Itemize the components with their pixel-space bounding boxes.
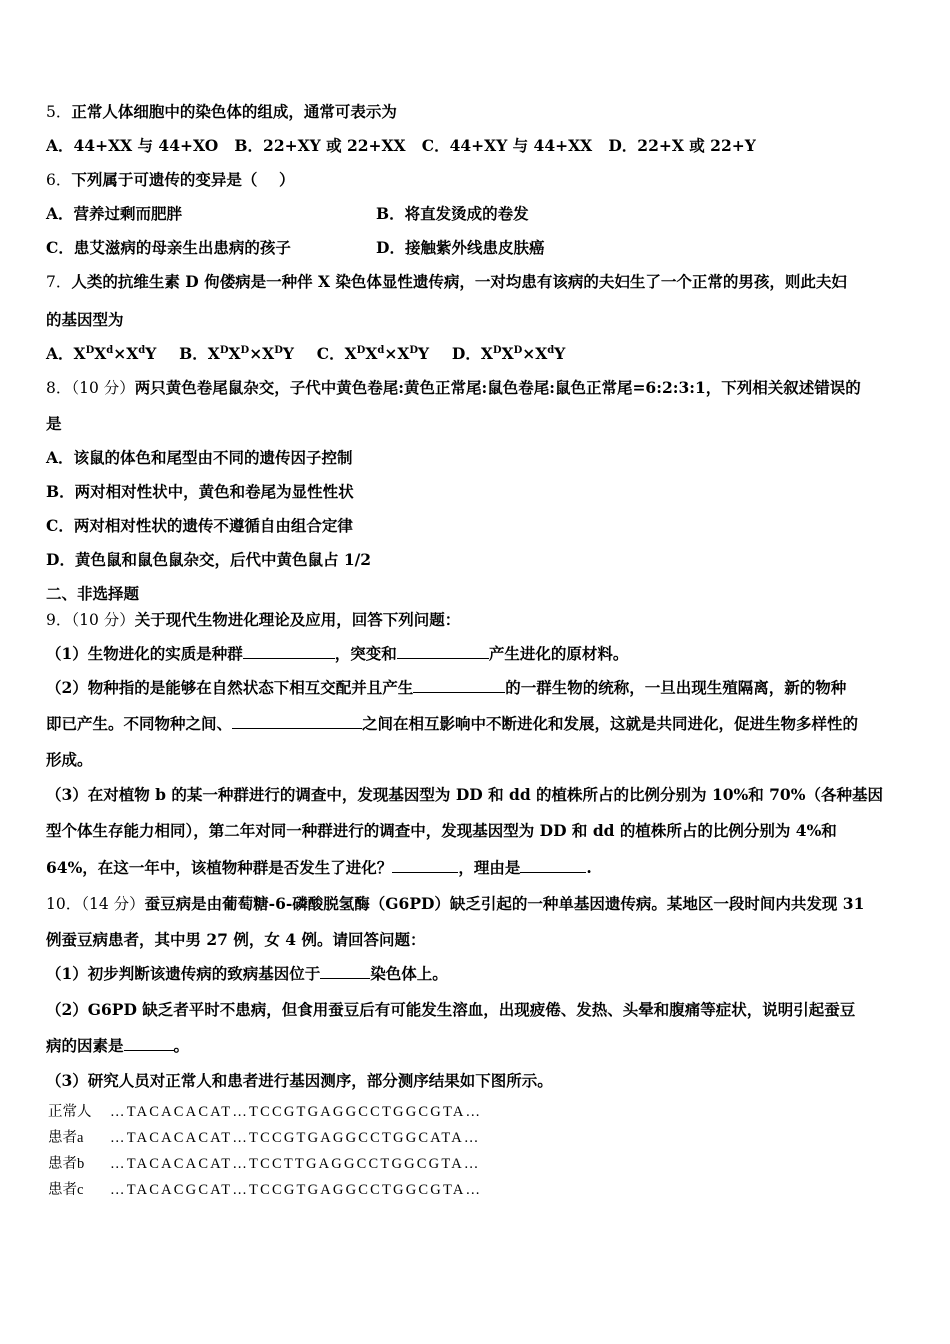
q7-option-c: C．$X^DX^d\times X^DY$	[316, 344, 430, 363]
sequence-text: …TACACACAT…TCCGTGAGGCCTGGCGTA…	[110, 1104, 483, 1120]
sequence-row	[48, 1102, 482, 1122]
q9-stem-text: 关于现代生物进化理论及应用，回答下列问题：	[134, 610, 461, 629]
q5-stem-text: 正常人体细胞中的染色体的组成，通常可表示为	[71, 102, 397, 121]
q9-part1: （1）生物进化的实质是种群 ，突变和 产生进化的原材料。	[46, 644, 629, 663]
sequence-text: …TACACACAT…TCCGTGAGGCCTGGCATA…	[110, 1130, 481, 1146]
section-heading: 二、非选择题	[46, 584, 140, 603]
q7-options	[46, 344, 565, 364]
answer-blank[interactable]	[413, 678, 505, 693]
answer-blank[interactable]	[397, 644, 489, 659]
q7-number: 7．	[46, 273, 72, 291]
q10-part2-line1: （2）G6PD 缺乏者平时不患病，但食用蚕豆后有可能发生溶血，出现疲倦、发热、头晕和腹痛等症状，说明引起蚕豆	[46, 1000, 856, 1019]
q9-part2-line1: （2）物种指的是能够在自然状态下相互交配并且产生 的一群生物的统称，一旦出现生殖隔离，新的物种	[46, 678, 847, 697]
answer-blank[interactable]	[320, 964, 370, 979]
q8-option-c: C．两对相对性状的遗传不遵循自由组合定律	[46, 516, 353, 535]
q9-points: （10 分）	[71, 611, 135, 629]
q10-part2-line2: 病的因素是 。	[46, 1036, 190, 1055]
sequence-label: 患者a	[48, 1130, 84, 1146]
q9-number: 9．	[46, 611, 72, 629]
sequence-text: …TACACGCAT…TCCGTGAGGCCTGGCGTA…	[110, 1182, 483, 1198]
q8-option-a: A．该鼠的体色和尾型由不同的遗传因子控制	[46, 448, 353, 467]
answer-blank[interactable]	[392, 858, 458, 873]
q10-part3: （3）研究人员对正常人和患者进行基因测序，部分测序结果如下图所示。	[46, 1071, 553, 1090]
answer-blank[interactable]	[232, 714, 362, 729]
q6-number: 6．	[46, 171, 72, 189]
q9-part3-line3: 64%，在这一年中，该植物种群是否发生了进化？ ，理由是 .	[46, 858, 592, 877]
q9-part2-line2: 即已产生。不同物种之间、 之间在相互影响中不断进化和发展，这就是共同进化，促进生物多样性的	[46, 714, 859, 733]
sequence-text: …TACACACAT…TCCTTGAGGCCTGGCGTA…	[110, 1156, 481, 1172]
q10-stem-line1	[46, 894, 864, 914]
sequence-label: 正常人	[48, 1104, 92, 1120]
q7-option-d: D．$X^DX^D\times X^dY$	[451, 344, 566, 363]
q9-part2-line3: 形成。	[46, 750, 93, 769]
q7-stem-line2: 的基因型为	[46, 310, 124, 329]
q10-part1: （1）初步判断该遗传病的致病基因位于 染色体上。	[46, 964, 448, 983]
q10-number: 10．	[46, 895, 82, 913]
q10-stem-line2: 例蚕豆病患者，其中男 27 例，女 4 例。请回答问题：	[46, 930, 426, 949]
q6-stem	[46, 170, 294, 190]
q8-number: 8．	[46, 379, 72, 397]
sequence-row	[48, 1154, 481, 1174]
q8-option-b: B．两对相对性状中，黄色和卷尾为显性性状	[46, 482, 354, 501]
sequence-label: 患者b	[48, 1156, 85, 1172]
q9-part3-line2: 型个体生存能力相同），第二年对同一种群进行的调查中，发现基因型为 DD 和 dd 的植株所占的比例分别为 4%和	[46, 821, 837, 840]
q9-stem	[46, 610, 460, 630]
q8-option-d: D．黄色鼠和鼠色鼠杂交，后代中黄色鼠占 1/2	[46, 550, 372, 569]
q10-points: （14 分）	[81, 895, 145, 913]
q8-stem-text: 两只黄色卷尾鼠杂交，子代中黄色卷尾:黄色正常尾:鼠色卷尾:鼠色正常尾=6:2:3:1，下列相关叙述错误的	[134, 378, 861, 397]
q6-option-c: C．患艾滋病的母亲生出患病的孩子	[46, 238, 291, 257]
q6-option-a: A．营养过剩而肥胖	[46, 204, 183, 223]
q6-stem-text: 下列属于可遗传的变异是（ ）	[71, 170, 295, 189]
answer-blank[interactable]	[124, 1036, 174, 1051]
q8-stem-line1	[46, 378, 861, 398]
q5-options: A．44+XX 与 44+XO B．22+XY 或 22+XX C．44+XY 与 44+XX D．22+X 或 22+Y	[46, 136, 756, 155]
q6-option-d: D．接触紫外线患皮肤癌	[376, 238, 545, 257]
sequence-row	[48, 1128, 481, 1148]
q7-stem-text: 人类的抗维生素 D 佝偻病是一种伴 X 染色体显性遗传病，一对均患有该病的夫妇生了一个正常的男孩，则此夫妇	[71, 272, 847, 291]
q8-points: （10 分）	[71, 379, 135, 397]
q7-stem-line1	[46, 272, 847, 292]
answer-blank[interactable]	[520, 858, 586, 873]
q7-option-a: A．$X^DX^d\times X^dY$	[46, 344, 157, 363]
answer-blank[interactable]	[243, 644, 335, 659]
sequence-row	[48, 1180, 482, 1200]
sequence-label: 患者c	[48, 1182, 84, 1198]
q6-option-b: B．将直发烫成的卷发	[376, 204, 529, 223]
q5-stem	[46, 102, 397, 122]
q10-stem-text: 蚕豆病是由葡萄糖-6-磷酸脱氢酶（G6PD）缺乏引起的一种单基因遗传病。某地区一段时间内共发现 31	[144, 894, 865, 913]
q5-number: 5．	[46, 103, 72, 121]
q7-option-b: B．$X^DX^D\times X^DY$	[179, 344, 294, 363]
q8-stem-line2: 是	[46, 414, 62, 433]
q9-part3-line1: （3）在对植物 b 的某一种群进行的调查中，发现基因型为 DD 和 dd 的植株所占的比例分别为 10%和 70%（各种基因	[46, 785, 883, 804]
